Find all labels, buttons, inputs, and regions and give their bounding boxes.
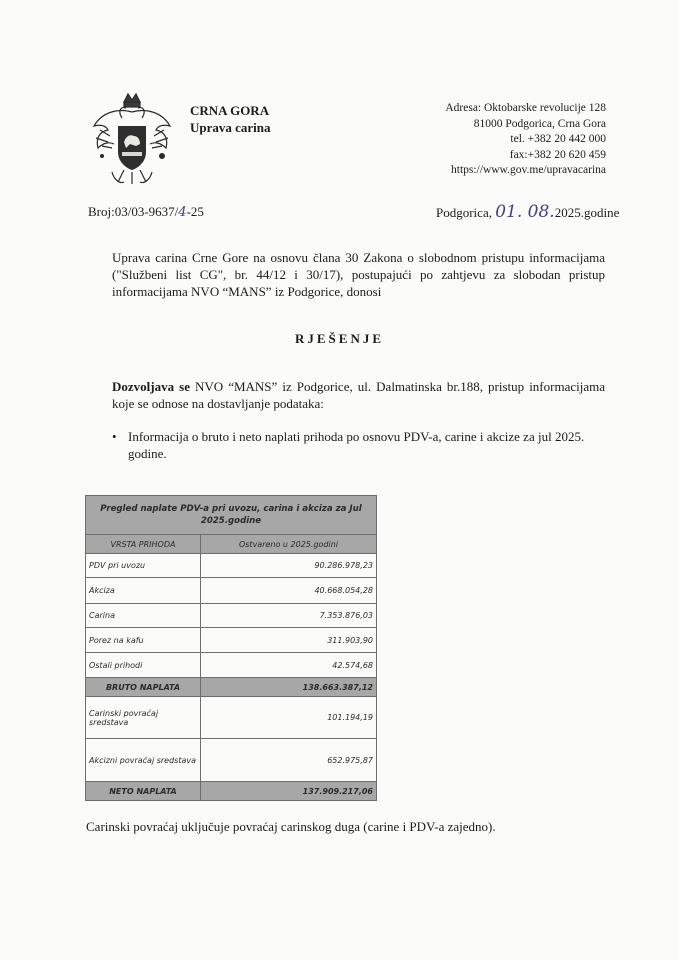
table-title: Pregled naplate PDV-a pri uvozu, carina i akciza za Jul 2025.godine (86, 496, 377, 535)
institution-name: Uprava carina (190, 120, 271, 135)
table-header: Ostvareno u 2025.godini (201, 535, 377, 554)
row-value: 40.668.054,28 (201, 578, 377, 604)
row-label: Carina (86, 604, 201, 628)
table-row (86, 554, 377, 578)
row-label: Ostali prihodi (86, 653, 201, 678)
organization-name (190, 102, 271, 136)
handwritten-number: 4 (178, 205, 187, 220)
bullet-glyph: • (112, 429, 117, 444)
intro-paragraph: Uprava carina Crne Gore na osnovu člana 30 Zakona o slobodnom pristupu informacijama ("Službeni list CG", br. 44/12 i 30/17), postupajući po zahtjevu za slobodan pristup informacijama NVO “MANS” iz Podgorice, donosi (112, 250, 605, 299)
address-line: Adresa: Oktobarske revolucije 128 (445, 102, 606, 114)
gross-total-row (86, 678, 377, 697)
row-label: NETO NAPLATA (86, 782, 201, 801)
table-row (86, 578, 377, 604)
table-header: VRSTA PRIHODA (86, 535, 201, 554)
row-value: 138.663.387,12 (201, 678, 377, 697)
handwritten-date: 01. 08. (495, 202, 555, 222)
country-name: CRNA GORA (190, 103, 270, 118)
row-value: 652.975,87 (201, 739, 377, 782)
footnote: Carinski povraćaj uključuje povraćaj carinskog duga (carine i PDV-a zajedno). (86, 819, 496, 834)
table-row (86, 604, 377, 628)
revenue-table (85, 495, 377, 801)
phone-line: tel. +382 20 442 000 (510, 133, 606, 145)
row-value: 42.574,68 (201, 653, 377, 678)
address-line: 81000 Podgorica, Crna Gora (473, 117, 606, 130)
row-label: BRUTO NAPLATA (86, 678, 201, 697)
bullet-text: Informacija o bruto i neto naplati prihoda po osnovu PDV-a, carine i akcize za jul 2025. godine. (128, 429, 585, 461)
decision-lead: Dozvoljava se (112, 379, 190, 394)
table-row (86, 628, 377, 653)
bullet-item (112, 428, 605, 462)
row-label: Akcizni povraćaj sredstava (86, 739, 201, 782)
row-value: 311.903,90 (201, 628, 377, 653)
decision-paragraph: Dozvoljava se NVO “MANS” iz Podgorice, ul. Dalmatinska br.188, pristup informacijama koje se odnose na dostavljanje podataka: (112, 379, 605, 411)
row-value: 101.194,19 (201, 697, 377, 739)
decision-title: RJEŠENJE (294, 331, 385, 346)
row-label: Akciza (86, 578, 201, 604)
net-total-row (86, 782, 377, 801)
website-line: https://www.gov.me/upravacarina (451, 164, 606, 176)
row-label: Porez na kafu (86, 628, 201, 653)
row-label: PDV pri uvozu (86, 554, 201, 578)
table-row (86, 697, 377, 739)
fax-line: fax:+382 20 620 459 (509, 148, 606, 161)
contact-address-block (306, 101, 606, 179)
coat-of-arms-emblem (88, 90, 176, 188)
table-row (86, 653, 377, 678)
table-row (86, 739, 377, 782)
row-value: 90.286.978,23 (201, 554, 377, 578)
row-label: Carinski povraćaj sredstava (86, 697, 201, 739)
row-value: 7.353.876,03 (201, 604, 377, 628)
row-value: 137.909.217,06 (201, 782, 377, 801)
reference-number: Broj:03/03-9637/4-25 (88, 204, 204, 220)
document-date: Podgorica, 01. 08.2025.godine (436, 202, 620, 222)
